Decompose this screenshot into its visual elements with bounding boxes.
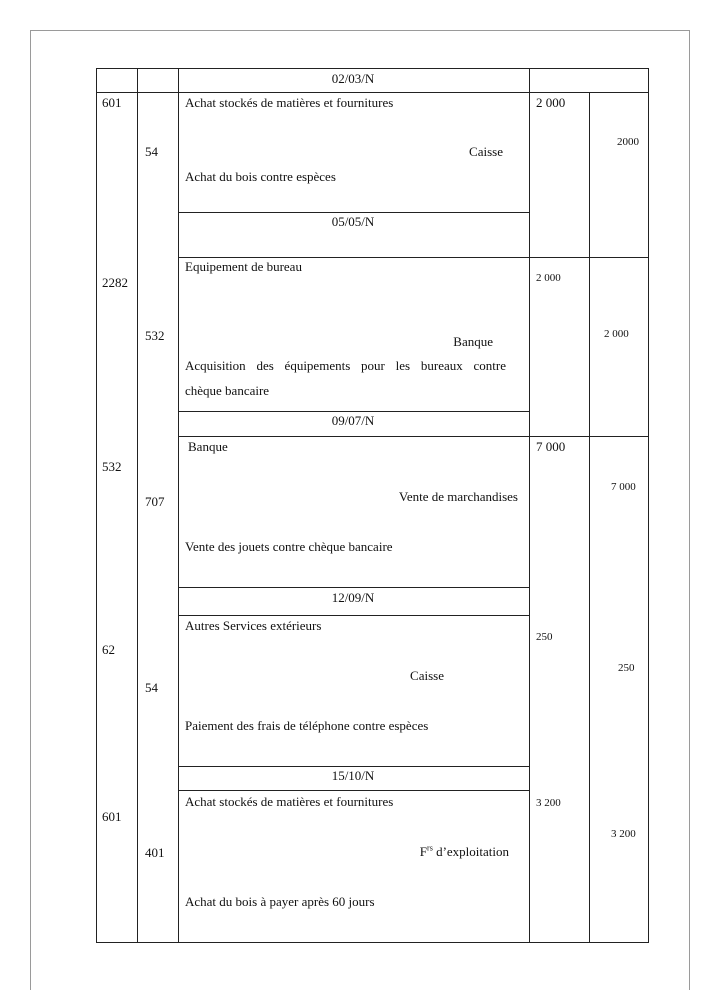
debit-amount: 2 000: [536, 272, 561, 284]
column-divider: [178, 68, 179, 943]
credit-account: 54: [145, 680, 158, 695]
debit-amount: 2 000: [536, 95, 566, 110]
credit-amount: 250: [618, 662, 635, 674]
entry-description: Achat du bois à payer après 60 jours: [185, 894, 375, 909]
row-divider: [178, 257, 649, 258]
entry-description: Acquisition des équipements pour les bureaux contre: [185, 358, 506, 373]
date-row-divider: [178, 766, 529, 767]
credit-amount: 2000: [617, 136, 639, 148]
debit-amount: 3 200: [536, 797, 561, 809]
row-divider: [178, 436, 649, 437]
entry-date: 05/05/N: [331, 214, 375, 229]
credit-label: Banque: [453, 334, 493, 349]
debit-account: 601: [102, 809, 122, 824]
entry-date: 09/07/N: [331, 413, 375, 428]
date-row-divider: [178, 212, 529, 213]
debit-account: 532: [102, 459, 122, 474]
debit-amount: 7 000: [536, 439, 566, 454]
column-divider: [137, 68, 138, 943]
debit-label: Autres Services extérieurs: [185, 618, 322, 633]
credit-account: 54: [145, 144, 158, 159]
date-row-divider: [178, 587, 529, 588]
entry-description-continued: chèque bancaire: [185, 383, 270, 398]
credit-amount: 2 000: [604, 328, 629, 340]
credit-account: 401: [145, 845, 165, 860]
table-border-bottom: [96, 942, 649, 943]
row-divider: [96, 92, 649, 93]
debit-account: 62: [102, 642, 115, 657]
entry-date: 12/09/N: [331, 590, 375, 605]
credit-label: Caisse: [469, 144, 503, 159]
table-border-left: [96, 68, 97, 943]
credit-label: Vente de marchandises: [398, 489, 518, 504]
debit-label: Achat stockés de matières et fournitures: [185, 794, 394, 809]
credit-amount: 7 000: [611, 481, 636, 493]
debit-amount: 250: [536, 631, 553, 643]
entry-description: Achat du bois contre espèces: [185, 169, 336, 184]
entry-date: 02/03/N: [331, 71, 375, 86]
entry-date: 15/10/N: [331, 768, 375, 783]
debit-label: Achat stockés de matières et fournitures: [185, 95, 394, 110]
date-row-divider: [178, 411, 529, 412]
credit-amount: 3 200: [611, 828, 636, 840]
entry-description: Vente des jouets contre chèque bancaire: [185, 539, 393, 554]
column-divider: [529, 68, 530, 943]
credit-account: 532: [145, 328, 165, 343]
credit-label: Caisse: [410, 668, 444, 683]
date-row-divider: [178, 790, 529, 791]
debit-account: 601: [102, 95, 122, 110]
debit-label: Banque: [188, 439, 228, 454]
date-row-divider: [178, 615, 529, 616]
table-border-top: [96, 68, 649, 69]
table-border-right: [648, 68, 649, 943]
column-divider: [589, 92, 590, 943]
credit-label: $F^{rs}$ d’exploitation: [419, 843, 509, 859]
debit-label: Equipement de bureau: [185, 259, 302, 274]
entry-description: Paiement des frais de téléphone contre espèces: [185, 718, 429, 733]
credit-account: 707: [145, 494, 165, 509]
debit-account: 2282: [102, 275, 128, 290]
